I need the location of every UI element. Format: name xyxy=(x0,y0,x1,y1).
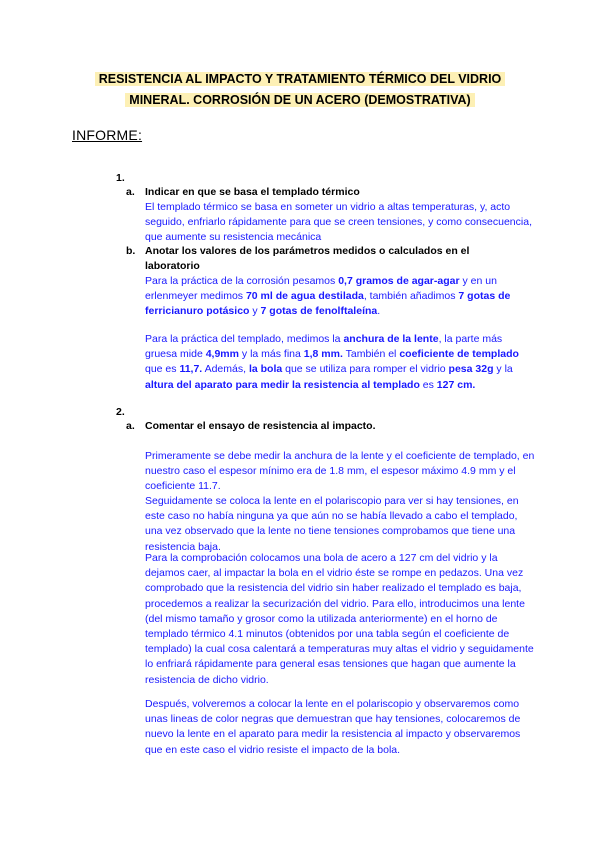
item-2a-letter: a. xyxy=(126,420,135,432)
item-2a-paragraph-2: Seguidamente se coloca la lente en el polariscopio para ver si hay tensiones, en este caso no había ninguna ya que aún no se había llevado a cabo el templado, una vez observado que la lente no tiene tensiones comprobamos que tiene una resistencia baja. xyxy=(145,495,519,553)
informe-heading: INFORME: xyxy=(72,127,143,143)
item-2a-paragraph-1: Primeramente se debe medir la anchura de la lente y el coeficiente de templado, en nuestro caso el espesor mínimo era de 1.8 mm, el espesor máximo 4.9 mm y el coeficiente 11.7. xyxy=(145,450,535,493)
item-2a-paragraph-4: Después, volveremos a colocar la lente en el polariscopio y observaremos como unas lineas de color negras que demuestran que hay tensiones, colocaremos de nuevo la lente en el aparato para medir la resistencia al impacto y observaremos que en este caso el vidrio resiste el impacto de la bola. xyxy=(145,698,521,756)
item-1b-paragraph-templado: Para la práctica del templado, medimos la anchura de la lente, la parte más gruesa mide 4,9mm y la más fina 1,8 mm. También el coeficiente de templado que es 11,7. Además, la bola que se utiliza para romper el vidrio pesa 32g y la altura del aparato para medir la resistencia al templado es 127 cm. xyxy=(145,333,519,391)
item-1b-paragraph-corrosion: Para la práctica de la corrosión pesamos 0,7 gramos de agar-agar y en un erlenmeyer medimos 70 ml de agua destilada, también añadimos 7 gotas de ferricianuro potásico y 7 gotas de fenolftaleína. xyxy=(145,275,511,318)
item-1a-letter: a. xyxy=(126,186,135,198)
title-line-2: MINERAL. CORROSIÓN DE UN ACERO (DEMOSTRATIVA) xyxy=(125,93,474,107)
item-1a-answer: El templado térmico se basa en someter un vidrio a altas temperaturas, y, acto seguido, enfriarlo rápidamente para que se creen tensiones, y como consecuencia, que aumente su resistencia mecánica xyxy=(145,201,532,244)
item-1b-question: Anotar los valores de los parámetros medidos o calculados en el laboratorio xyxy=(145,245,470,272)
section-1-number: 1. xyxy=(116,172,125,184)
title-line-1: RESISTENCIA AL IMPACTO Y TRATAMIENTO TÉRMICO DEL VIDRIO xyxy=(95,72,506,86)
item-1a-question: Indicar en que se basa el templado térmico xyxy=(145,186,360,198)
item-1b-letter: b. xyxy=(126,245,136,257)
item-2a-paragraph-3: Para la comprobación colocamos una bola de acero a 127 cm del vidrio y la dejamos caer, al impactar la bola en el vidrio éste se rompe en pedazos. Una vez comprobado que la resistencia del vidrio sin haber realizado el templado es baja, procedemos a realizar la securización del vidrio. Para ello, introducimos una lente (del mismo tamaño y grosor como la utilizada anteriormente) en el horno de templado térmico 4.1 minutos (obtenidos por una tabla según el coeficiente de templado) la cual cosa calentará a temperaturas muy altas el vidrio y seguidamente lo enfriará rápidamente para general esas tensiones que hagan que aumente la resistencia de dicho vidrio. xyxy=(145,552,534,686)
item-2a-question: Comentar el ensayo de resistencia al impacto. xyxy=(145,420,376,432)
section-2-number: 2. xyxy=(116,406,125,418)
